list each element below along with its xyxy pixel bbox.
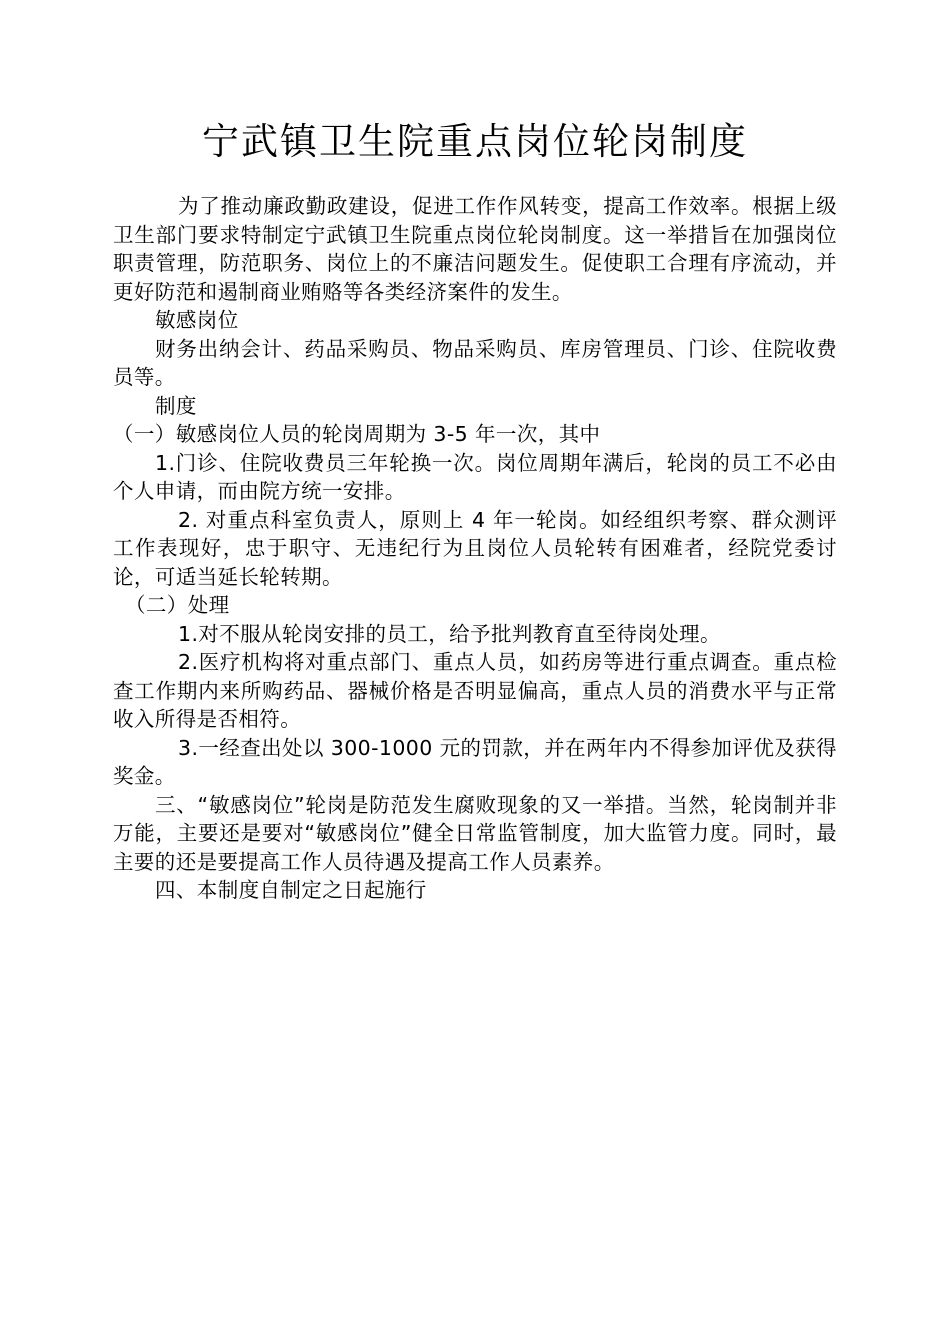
heading-system: 制度 xyxy=(155,393,197,418)
section-three: 三、“敏感岗位”轮岗是防范发生腐败现象的又一举措。当然，轮岗制并非万能，主要还是要对“敏感岗位”健全日常监管制度，加大监管力度。同时，最主要的还是要提高工作人员待遇及提高工作人员素养。 xyxy=(113,792,837,874)
section-one-item-2: 2. 对重点科室负责人，原则上 4 年一轮岗。如经组织考察、群众测评工作表现好，忠于职守、无违纪行为且岗位人员轮转有困难者，经院党委讨论，可适当延长轮转期。 xyxy=(113,507,837,589)
section-four: 四、本制度自制定之日起施行 xyxy=(155,878,427,902)
section-two-item-3: 3.一经查出处以 300-1000 元的罚款，并在两年内不得参加评优及获得奖金。 xyxy=(113,735,837,788)
section-two-heading: （二）处理 xyxy=(125,593,230,617)
heading-sensitive-positions: 敏感岗位 xyxy=(155,308,239,332)
document-body xyxy=(113,192,837,905)
section-two-item-1: 1.对不服从轮岗安排的员工，给予批判教育直至待岗处理。 xyxy=(178,621,721,646)
section-one-item-1: 1.门诊、住院收费员三年轮换一次。岗位周期年满后，轮岗的员工不必由个人申请，而由院方统一安排。 xyxy=(113,450,837,503)
paragraph-sensitive-positions: 财务出纳会计、药品采购员、物品采购员、库房管理员、门诊、住院收费员等。 xyxy=(113,336,837,389)
section-two-item-2: 2.医疗机构将对重点部门、重点人员，如药房等进行重点调查。重点检查工作期内来所购药品、器械价格是否明显偏高，重点人员的消费水平与正常收入所得是否相符。 xyxy=(113,650,837,731)
paragraph-intro: 为了推动廉政勤政建设，促进工作作风转变，提高工作效率。根据上级卫生部门要求特制定宁武镇卫生院重点岗位轮岗制度。这一举措旨在加强岗位职责管理，防范职务、岗位上的不廉洁问题发生。促使职工合理有序流动，并更好防范和遏制商业贿赂等各类经济案件的发生。 xyxy=(113,194,837,304)
section-one-heading: （一）敏感岗位人员的轮岗周期为 3-5 年一次，其中 xyxy=(113,422,601,446)
document-title: 宁武镇卫生院重点岗位轮岗制度 xyxy=(202,120,748,163)
